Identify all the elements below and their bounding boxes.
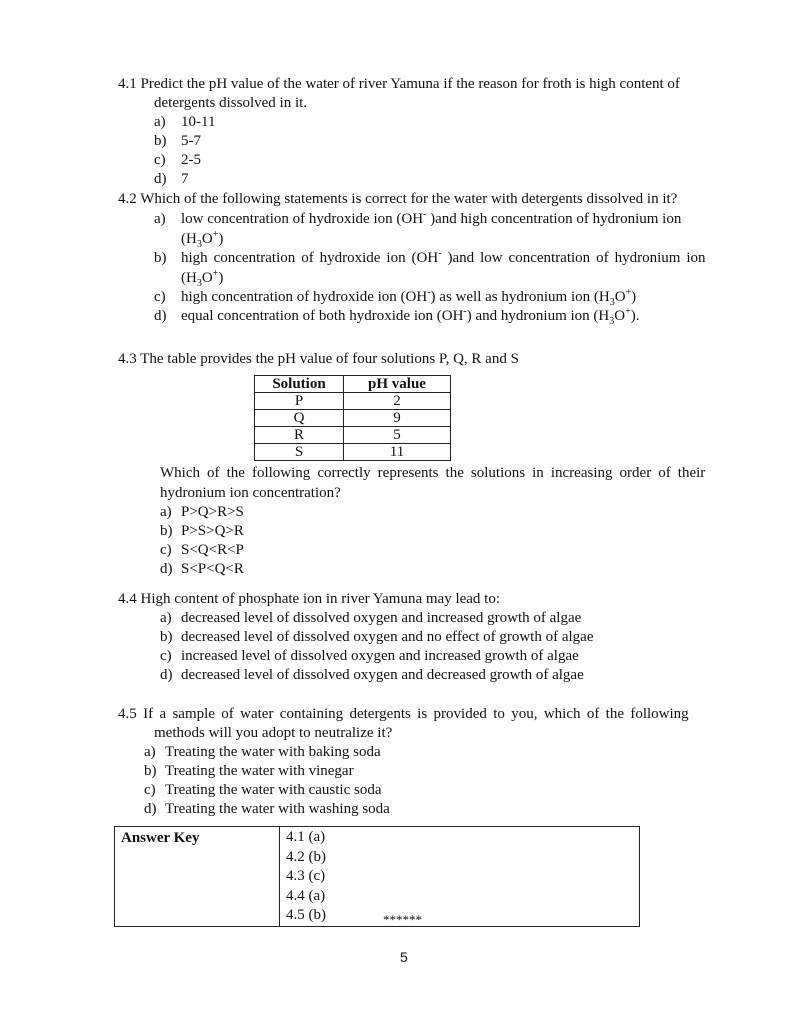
answer-key-table [114, 826, 640, 927]
answer-item: 4.5 (b) [286, 907, 326, 923]
table-row: R 5 [255, 427, 451, 444]
q41-option-b[interactable]: b) 5-7 [154, 133, 201, 149]
q42-option-b[interactable]: b) high concentration of hydroxide ion (OH- )and low concentration of hydronium ion [154, 248, 706, 266]
question-4-4-stem: 4.4 High content of phosphate ion in river Yamuna may lead to: [118, 591, 501, 607]
q41-option-d[interactable]: d) 7 [154, 171, 189, 187]
end-separator: ****** [383, 912, 422, 927]
q43-option-c[interactable]: c) S<Q<R<P [160, 542, 244, 558]
q42-option-d[interactable]: d) equal concentration of both hydroxide ion (OH-) and hydronium ion $(H_3O^+)$. [154, 306, 640, 327]
answer-item: 4.3 (c) [286, 868, 326, 884]
q42-option-a-cont: $(H_3O^+)$ [181, 229, 224, 250]
page-number: 5 [400, 949, 408, 965]
q41-option-c[interactable]: c) 2-5 [154, 152, 201, 168]
answer-item: 4.1 (a) [286, 829, 326, 845]
q43-option-d[interactable]: d) S<P<Q<R [160, 561, 244, 577]
q41-option-a[interactable]: a) 10-11 [154, 114, 216, 130]
table-row: Q 9 [255, 410, 451, 427]
question-4-2-stem: 4.2 Which of the following statements is correct for the water with detergents dissolved in it? [118, 191, 678, 207]
q42-option-c[interactable]: c) high concentration of hydroxide ion (OH-) as well as hydronium ion $(H_3O^+)$ [154, 287, 637, 308]
q42-option-a[interactable]: a) low concentration of hydroxide ion (OH- )and high concentration of hydronium ion [154, 209, 682, 227]
table-row: P 2 [255, 393, 451, 410]
answer-item: 4.2 (b) [286, 848, 326, 865]
q45-option-a[interactable]: a) Treating the water with baking soda [144, 744, 381, 760]
q44-option-c[interactable]: c) increased level of dissolved oxygen and increased growth of algae [160, 648, 579, 664]
answer-item: 4.4 (a) [286, 887, 326, 904]
q42-option-b-cont: $(H_3O^+)$ [181, 268, 224, 289]
q45-option-c[interactable]: c) Treating the water with caustic soda [144, 782, 382, 798]
q43-option-b[interactable]: b) P>S>Q>R [160, 523, 244, 539]
col-header-ph: pH value [344, 376, 451, 393]
col-header-solution: Solution [255, 376, 344, 393]
q43-option-a[interactable]: a) P>Q>R>S [160, 504, 244, 520]
answer-key-label: Answer Key [115, 827, 280, 927]
q43-question-line2: hydronium ion concentration? [160, 485, 341, 501]
q44-option-a[interactable]: a) decreased level of dissolved oxygen and increased growth of algae [160, 610, 582, 626]
q44-option-b[interactable]: b) decreased level of dissolved oxygen and no effect of growth of algae [160, 629, 594, 645]
answer-key-values [280, 827, 640, 927]
table-row: S 11 [255, 444, 451, 461]
q43-question-line1: Which of the following correctly represents the solutions in increasing order of their [160, 465, 706, 481]
question-4-5-stem-cont: methods will you adopt to neutralize it? [154, 725, 393, 741]
q45-option-d[interactable]: d) Treating the water with washing soda [144, 801, 390, 817]
question-4-1-stem: 4.1 Predict the pH value of the water of river Yamuna if the reason for froth is high content of [118, 76, 680, 92]
q44-option-d[interactable]: d) decreased level of dissolved oxygen and decreased growth of algae [160, 667, 584, 683]
q45-option-b[interactable]: b) Treating the water with vinegar [144, 763, 354, 779]
table-header-row [255, 376, 451, 393]
question-4-1-stem-cont: detergents dissolved in it. [154, 95, 308, 111]
ph-table [254, 375, 451, 461]
question-4-3-stem: 4.3 The table provides the pH value of four solutions P, Q, R and S [118, 351, 519, 367]
question-4-5-stem: 4.5 If a sample of water containing detergents is provided to you, which of the following [118, 706, 689, 722]
